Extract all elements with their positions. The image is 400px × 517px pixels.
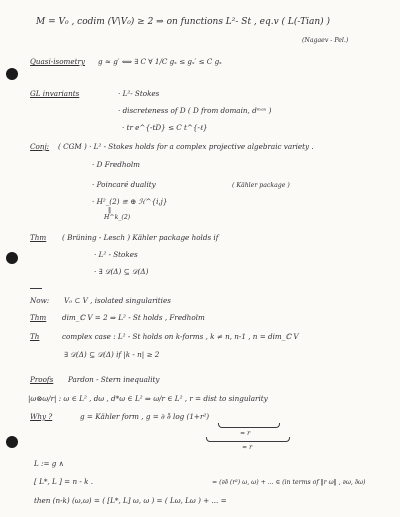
heading-proofs: Proofs [30, 375, 54, 384]
item-hodge: · H²_(2) ≅ ⊕ ℋ^{i,j} [92, 197, 168, 206]
item-discreteness: · discreteness of D ( D from domain, dᵐᵃˣ ) [118, 106, 272, 115]
line-domain-condition: ∃ 𝒟(Δ) ⊆ 𝒟(Δ) if |k - n| ≥ 2 [64, 350, 160, 359]
heading-conj: Conj: [30, 142, 50, 151]
item-l2-stokes: · L²- Stokes [118, 89, 160, 98]
note-commutator: = (∂∂̄ (r²) ω, ω) + ... ∈ (in terms of ‖r ω‖ , ∂ω, ∂̄ω) [212, 479, 366, 486]
heading-why: Why ? [30, 412, 53, 421]
heading-th: Th [30, 332, 40, 341]
item-hodge-sub: H^k_(2) [104, 214, 131, 221]
binder-hole [6, 252, 18, 264]
line-commutator: [ L*, L ] = n - k . [34, 477, 94, 486]
line-quasi-isometry: g ≈ g′ ⟺ ∃ C ∀ 1/C gₓ ≤ gₓ′ ≤ C gₓ [98, 57, 222, 66]
binder-hole [6, 436, 18, 448]
brace-label-1: ≈ r [240, 430, 251, 437]
line-dim-two: dim_ℂ V = 2 ⇒ L² - St holds , Fredholm [62, 313, 205, 322]
line-inequality: |ω⊗ω/r| : ω ∈ L² , dω , d*ω ∈ L² ⇒ ω/r ∈ L² , r = dist to singularity [28, 394, 268, 403]
line-lefschetz: L := g ∧ [34, 459, 64, 468]
item-poincare: · Poincaré duality [92, 180, 156, 189]
note-kahler-package: ( Kähler package ) [232, 182, 290, 189]
line-citation: (Nagaev - Pel.) [302, 37, 349, 44]
item-trace-bound: · tr e^{-tD} ≤ C t^{-ℓ} [122, 123, 208, 132]
line-complex-case: complex case : L² - St holds on k-forms , k ≠ n, n-1 , n = dim_ℂ V [62, 332, 299, 341]
item-domain-inclusion: · ∃ 𝒟(Δ) ⊆ 𝒟(Δ) [94, 267, 149, 276]
heading-thm-1: Thm [30, 233, 47, 242]
heading-thm-2: Thm [30, 313, 47, 322]
line-kahler-form: g = Kähler form , g = ∂ ∂̄ log (1+r²) [80, 412, 210, 421]
line-bruning-lesch: ( Brüning - Lesch ) Kähler package holds if [62, 233, 219, 242]
underbrace [206, 437, 290, 442]
line-final-identity: then (n-k) (ω,ω) = ( [L*, L] ω, ω ) = ( Lω, Lω ) + ... = [34, 496, 227, 505]
heading-ql-invariants: GL invariants [30, 89, 80, 98]
line-conjecture: ( CGM ) · L² - Stokes holds for a complex projective algebraic variety . [58, 142, 314, 151]
dash-mark [30, 288, 42, 289]
line-codim: M = V₀ , codim (V\V₀) ≥ 2 ⇒ on functions L²- St , eq.v ( L(-Tian) ) [36, 17, 331, 27]
binder-hole [6, 68, 18, 80]
item-fredholm: · D Fredholm [92, 160, 140, 169]
heading-quasi-isometry: Quasi-isometry [30, 57, 85, 66]
equals-mark: ‖ [108, 207, 112, 214]
underbrace [218, 423, 280, 428]
item-l2-stokes-2: · L² - Stokes [94, 250, 138, 259]
heading-now: Now: [30, 296, 50, 305]
line-pardon-stern: Pardon - Stern inequality [68, 375, 160, 384]
brace-label-2: ≈ r [242, 444, 253, 451]
line-isolated-singularities: V₀ ⊂ V , isolated singularities [64, 296, 171, 305]
